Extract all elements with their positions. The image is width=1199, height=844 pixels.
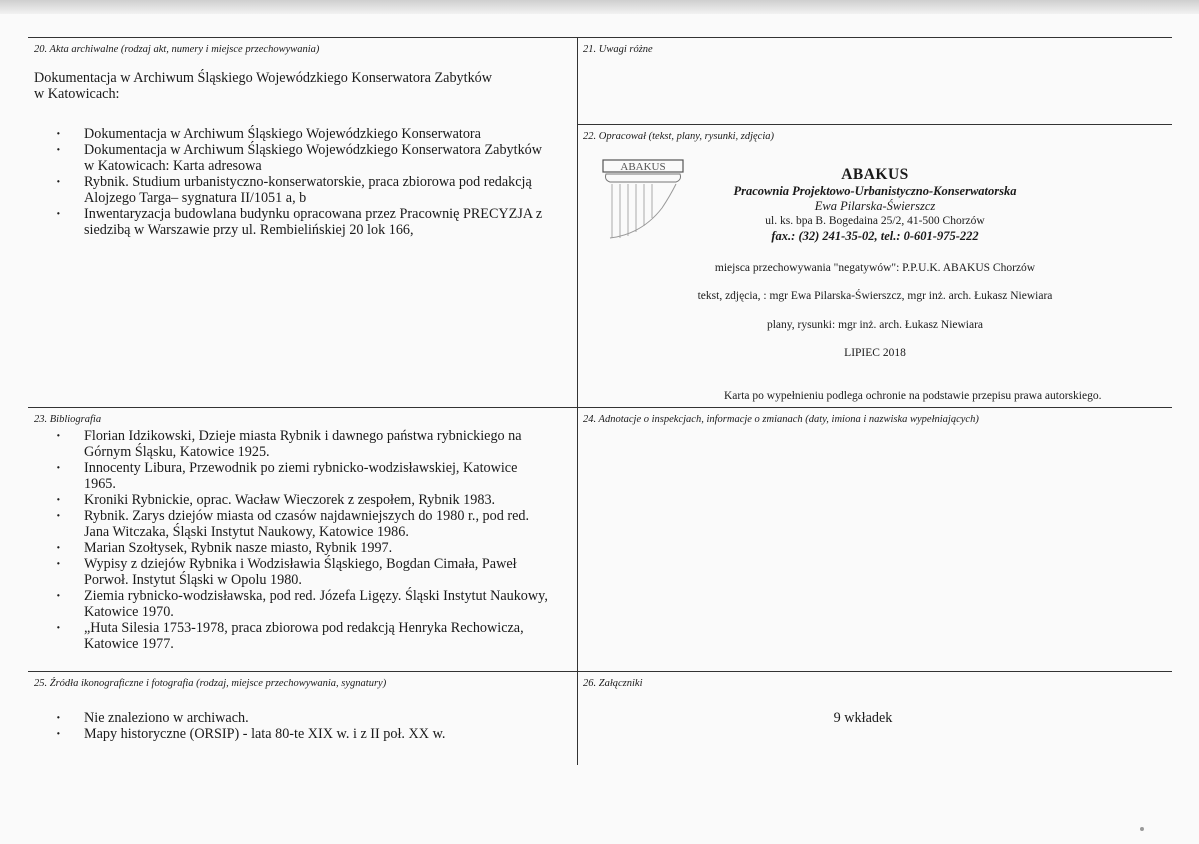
- company-owner: Ewa Pilarska-Świerszcz: [814, 199, 936, 213]
- section-21-header: 21. Uwagi różne: [583, 44, 653, 55]
- preparation-date: LIPIEC 2018: [844, 347, 906, 359]
- attachments-count: 9 wkładek: [833, 710, 893, 726]
- logo-lettering: ABAKUS: [620, 161, 666, 173]
- column-divider: [577, 37, 578, 765]
- authors-text-photos: tekst, zdjęcia, : mgr Ewa Pilarska-Świerszcz, mgr inż. arch. Łukasz Niewiara: [697, 290, 1053, 302]
- scan-speck: [1140, 827, 1144, 831]
- row-divider-top-middle: [28, 407, 1172, 408]
- section-26-header: 26. Załączniki: [583, 678, 643, 689]
- list-item: · Rybnik. Studium urbanistyczno-konserwatorskie, praca zbiorowa pod redakcją Alojzego Targa– sygnatura II/1051 a, b: [56, 174, 572, 206]
- abakus-column-logo: [602, 158, 684, 242]
- company-address: ul. ks. bpa B. Bogedaina 25/2, 41-500 Chorzów: [765, 215, 985, 227]
- section-26-attachments: [583, 677, 1168, 767]
- section-23-bibliography: [34, 413, 574, 669]
- list-item: · Nie znaleziono w archiwach.: [56, 710, 574, 726]
- section-20-list: [56, 126, 572, 238]
- negatives-location: miejsca przechowywania "negatywów": P.P.U.K. ABAKUS Chorzów: [714, 262, 1036, 274]
- list-item: · Wypisy z dziejów Rybnika i Wodzisławia Śląskiego, Bogdan Cimała, Paweł Porwoł. Instytut Śląski w Opolu 1980.: [56, 556, 574, 588]
- list-item: · Inwentaryzacja budowlana budynku opracowana przez Pracownię PRECYZJA z siedzibą w Warszawie przy ul. Rembielińskiej 20 lok 166,: [56, 206, 572, 238]
- scan-edge: [0, 0, 1199, 14]
- sources-list: [56, 710, 574, 742]
- section-25-iconographic-sources: [34, 677, 574, 767]
- list-item: · „Huta Silesia 1753-1978, praca zbiorowa pod redakcją Henryka Rechowicza, Katowice 1977.: [56, 620, 574, 652]
- list-item: · Dokumentacja w Archiwum Śląskiego Wojewódzkiego Konserwatora: [56, 126, 572, 142]
- section-20-header: 20. Akta archiwalne (rodzaj akt, numery i miejsce przechowywania): [34, 44, 320, 55]
- company-subtitle: Pracownia Projektowo-Urbanistyczno-Konserwatorska: [733, 184, 1017, 198]
- bibliography-list: [56, 428, 574, 652]
- section-23-header: 23. Bibliografia: [34, 414, 102, 425]
- copyright-note: Karta po wypełnieniu podlega ochronie na podstawie przepisu prawa autorskiego.: [724, 390, 1102, 402]
- table-top-border: [28, 37, 1172, 38]
- section-20-intro: [34, 70, 572, 102]
- list-item: · Innocenty Libura, Przewodnik po ziemi rybnicko-wodzisławskiej, Katowice 1965.: [56, 460, 574, 492]
- list-item: · Dokumentacja w Archiwum Śląskiego Wojewódzkiego Konserwatora Zabytków w Katowicach: Karta adresowa: [56, 142, 572, 174]
- company-contact: fax.: (32) 241-35-02, tel.: 0-601-975-222: [771, 229, 979, 243]
- list-item: · Ziemia rybnicko-wodzisławska, pod red. Józefa Ligęzy. Śląski Instytut Naukowy, Katowice 1970.: [56, 588, 574, 620]
- section-20-archival-records: [34, 43, 572, 403]
- section-20-intro-line2: w Katowicach:: [34, 86, 120, 102]
- section-22-header: 22. Opracował (tekst, plany, rysunki, zdjęcia): [583, 131, 775, 142]
- section-24-annotations: [583, 413, 1168, 667]
- list-item: · Rybnik. Zarys dziejów miasta od czasów najdawniejszych do 1980 r., pod red. Jana Witczaka, Śląski Instytut Naukowy, Katowice 1986.: [56, 508, 574, 540]
- list-item: · Mapy historyczne (ORSIP) - lata 80-te XIX w. i z II poł. XX w.: [56, 726, 574, 742]
- section-21-remarks: [583, 43, 1168, 121]
- list-item: · Marian Szołtysek, Rybnik nasze miasto, Rybnik 1997.: [56, 540, 574, 556]
- row-divider-21-22: [578, 124, 1172, 125]
- list-item: · Kroniki Rybnickie, oprac. Wacław Wieczorek z zespołem, Rybnik 1983.: [56, 492, 574, 508]
- section-24-header: 24. Adnotacje o inspekcjach, informacje o zmianach (daty, imiona i nazwiska wypełniających): [583, 414, 979, 425]
- row-divider-middle-bottom: [28, 671, 1172, 672]
- company-name: ABAKUS: [841, 166, 909, 183]
- abakus-company-block: [700, 166, 1050, 248]
- section-25-header: 25. Źródła ikonograficzne i fotografia (rodzaj, miejsce przechowywania, sygnatury): [34, 678, 387, 689]
- section-20-intro-line1: Dokumentacja w Archiwum Śląskiego Wojewódzkiego Konserwatora Zabytków: [34, 70, 493, 86]
- authors-plans: plany, rysunki: mgr inż. arch. Łukasz Niewiara: [766, 319, 984, 331]
- list-item: · Florian Idzikowski, Dzieje miasta Rybnik i dawnego państwa rybnickiego na Górnym Śląsku, Katowice 1925.: [56, 428, 574, 460]
